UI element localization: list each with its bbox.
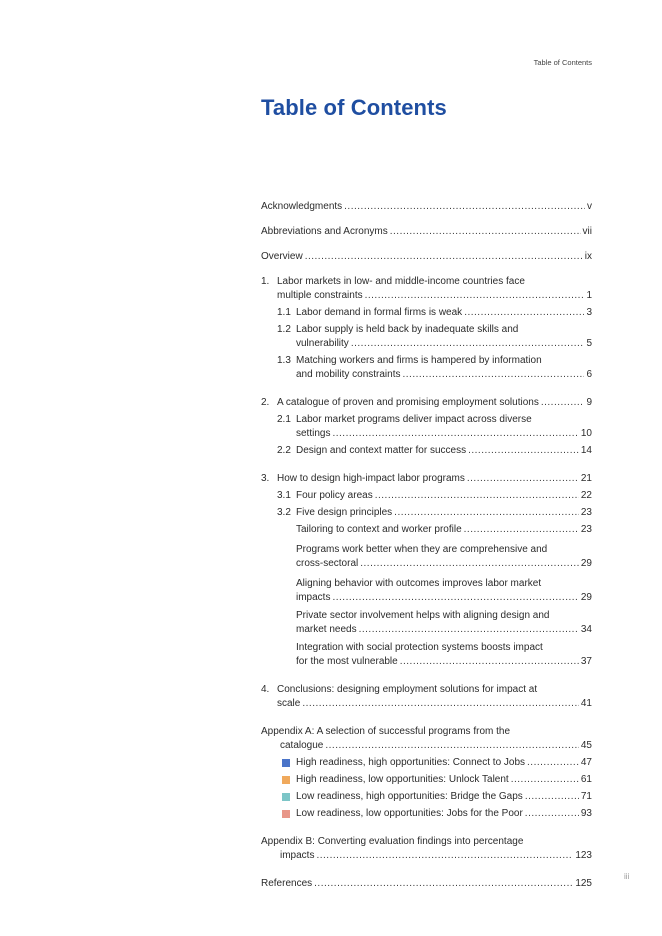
page-number: 5 xyxy=(586,338,592,349)
legend-swatch-icon xyxy=(282,776,290,784)
toc-entry-section-1-1[interactable]: 1.1 Labor demand in formal firms is weak ..... 3 xyxy=(261,306,592,320)
toc-entry-section-2-2[interactable]: 2.2 Design and context matter for success ..... 14 xyxy=(261,444,592,458)
toc-entry-overview[interactable]: Overview ..... ix xyxy=(261,250,592,264)
page-number: 125 xyxy=(575,878,592,889)
page-number: 9 xyxy=(586,397,592,408)
chapter-number: 1. xyxy=(261,276,270,287)
toc-entry-principle-3[interactable]: Aligning behavior with outcomes improves labor market impacts ..... 29 xyxy=(261,577,592,605)
page-number: 10 xyxy=(580,428,592,439)
toc-entry-appendix-b[interactable]: Appendix B: Converting evaluation findings into percentage impacts ..... 123 xyxy=(261,835,592,863)
toc-entry-acknowledgments[interactable]: Acknowledgments ..... v xyxy=(261,200,592,214)
page-number: 71 xyxy=(580,791,592,802)
running-header: Table of Contents xyxy=(533,58,592,67)
toc-entry-principle-2[interactable]: Programs work better when they are comprehensive and cross-sectoral ..... 29 xyxy=(261,543,592,571)
chapter-number: 3. xyxy=(261,473,270,484)
toc-entry-appendix-a[interactable]: Appendix A: A selection of successful programs from the catalogue ..... 45 xyxy=(261,725,592,753)
page-number: 21 xyxy=(580,473,592,484)
page-number: ix xyxy=(584,251,592,262)
toc-entry-appendix-a-item-2[interactable]: High readiness, low opportunities: Unlock Talent ..... 61 xyxy=(261,773,592,787)
toc-entry-principle-1[interactable]: Tailoring to context and worker profile ..... 23 xyxy=(261,523,592,537)
toc-entry-appendix-a-item-3[interactable]: Low readiness, high opportunities: Bridge the Gaps ..... 71 xyxy=(261,790,592,804)
legend-swatch-icon xyxy=(282,810,290,818)
page-folio: iii xyxy=(624,872,630,881)
page-number: 37 xyxy=(580,656,592,667)
page-title: Table of Contents xyxy=(261,95,447,120)
toc-entry-principle-5[interactable]: Integration with social protection systems boosts impact for the most vulnerable ..... 37 xyxy=(261,641,592,669)
toc-entry-section-1-3[interactable]: 1.3 Matching workers and firms is hampered by information and mobility constraints ..... 6 xyxy=(261,354,592,382)
toc-entry-appendix-a-item-1[interactable]: High readiness, high opportunities: Connect to Jobs ..... 47 xyxy=(261,756,592,770)
page-number: 45 xyxy=(580,740,592,751)
page-number: 93 xyxy=(580,808,592,819)
toc-entry-section-2-1[interactable]: 2.1 Labor market programs deliver impact across diverse settings ..... 10 xyxy=(261,413,592,441)
toc-entry-abbreviations[interactable]: Abbreviations and Acronyms ..... vii xyxy=(261,225,592,239)
page-number: 14 xyxy=(580,445,592,456)
toc-entry-section-3-2[interactable]: 3.2 Five design principles ..... 23 xyxy=(261,506,592,520)
toc-entry-chapter-1[interactable]: 1. Labor markets in low- and middle-income countries face multiple constraints ..... 1 xyxy=(261,275,592,303)
toc-entry-references[interactable]: References ..... 125 xyxy=(261,877,592,891)
page-number: 123 xyxy=(575,850,592,861)
page-number: 29 xyxy=(580,592,592,603)
page-number: 61 xyxy=(580,774,592,785)
toc-entry-section-1-2[interactable]: 1.2 Labor supply is held back by inadequate skills and vulnerability ..... 5 xyxy=(261,323,592,351)
page-number: 22 xyxy=(580,490,592,501)
page-number: 41 xyxy=(580,698,592,709)
toc-entry-chapter-2[interactable]: 2. A catalogue of proven and promising employment solutions ..... 9 xyxy=(261,396,592,410)
chapter-number: 4. xyxy=(261,684,270,695)
legend-swatch-icon xyxy=(282,759,290,767)
page-number: vii xyxy=(582,226,592,237)
page-number: 34 xyxy=(580,624,592,635)
table-of-contents xyxy=(261,200,592,894)
page-number: 1 xyxy=(586,290,592,301)
page-number: 47 xyxy=(580,757,592,768)
legend-swatch-icon xyxy=(282,793,290,801)
toc-entry-appendix-a-item-4[interactable]: Low readiness, low opportunities: Jobs for the Poor ..... 93 xyxy=(261,807,592,821)
page-number: 3 xyxy=(586,307,592,318)
toc-entry-principle-4[interactable]: Private sector involvement helps with aligning design and market needs ..... 34 xyxy=(261,609,592,637)
page-number: 29 xyxy=(580,558,592,569)
chapter-number: 2. xyxy=(261,397,270,408)
page-number: 6 xyxy=(586,369,592,380)
page-number: 23 xyxy=(580,524,592,535)
page-number: v xyxy=(587,201,592,212)
toc-entry-chapter-4[interactable]: 4. Conclusions: designing employment solutions for impact at scale ..... 41 xyxy=(261,683,592,711)
toc-entry-section-3-1[interactable]: 3.1 Four policy areas ..... 22 xyxy=(261,489,592,503)
toc-entry-chapter-3[interactable]: 3. How to design high-impact labor programs ..... 21 xyxy=(261,472,592,486)
page-number: 23 xyxy=(580,507,592,518)
